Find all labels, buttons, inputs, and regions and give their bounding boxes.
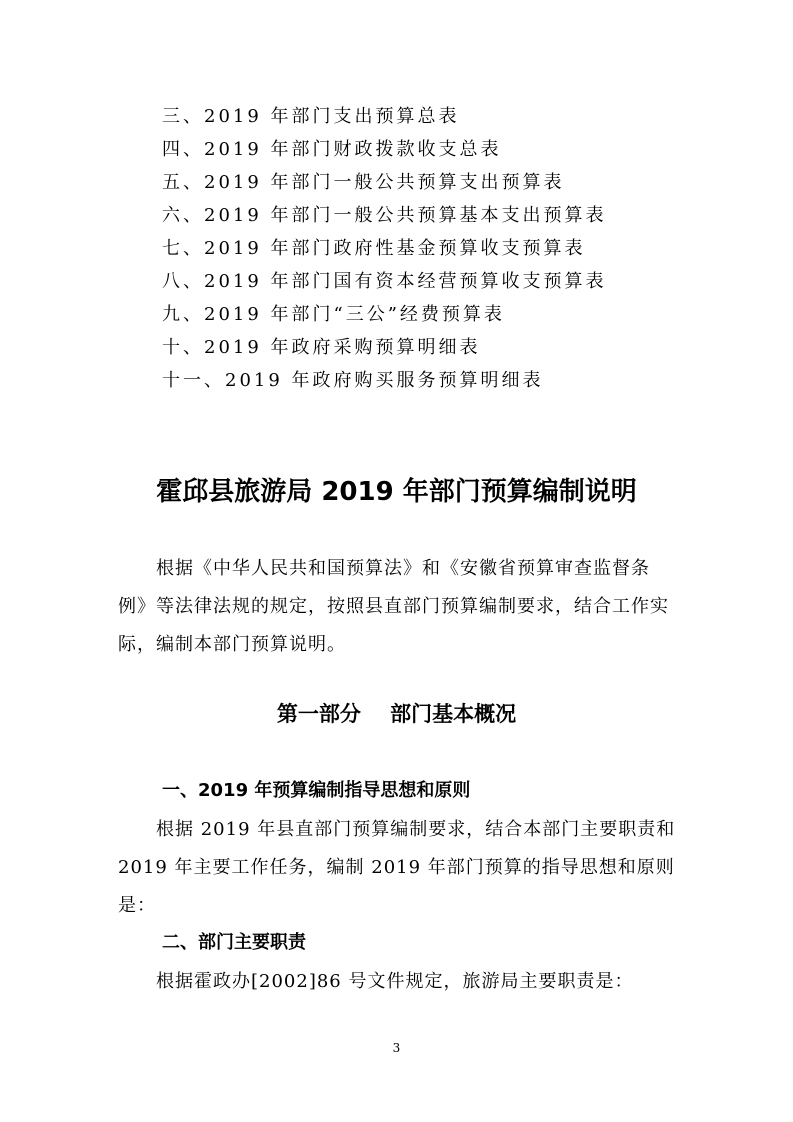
section-heading-main-duties: 二、部门主要职责	[162, 932, 306, 953]
table-of-contents	[162, 100, 722, 397]
intro-text: 根据《中华人民共和国预算法》和《安徽省预算审查监督条例》等法律法规的规定，按照县直部门预算编制要求，结合工作实际，编制本部门预算说明。	[118, 558, 669, 655]
part-title: 第一部分 部门基本概况	[276, 702, 517, 726]
section-paragraph-main-duties	[118, 963, 678, 1001]
toc-item: 五、2019 年部门一般公共预算支出预算表	[162, 172, 565, 193]
toc-item: 八、2019 年部门国有资本经营预算收支预算表	[162, 271, 607, 292]
toc-item: 十、2019 年政府采购预算明细表	[162, 337, 481, 358]
toc-item: 六、2019 年部门一般公共预算基本支出预算表	[162, 205, 607, 226]
toc-item: 四、2019 年部门财政拨款收支总表	[162, 139, 502, 160]
section-paragraph-guiding-principles	[118, 811, 678, 925]
toc-item: 十一、2019 年政府购买服务预算明细表	[162, 370, 544, 391]
intro-paragraph	[118, 550, 678, 664]
section-text: 根据 2019 年县直部门预算编制要求，结合本部门主要职责和 2019 年主要工作任务，编制 2019 年部门预算的指导思想和原则是：	[118, 819, 676, 916]
section-heading-guiding-principles: 一、2019 年预算编制指导思想和原则	[162, 780, 471, 801]
page-number: 3	[392, 1041, 401, 1055]
toc-item: 七、2019 年部门政府性基金预算收支预算表	[162, 238, 586, 259]
toc-item: 九、2019 年部门“三公”经费预算表	[162, 304, 505, 325]
document-title: 霍邱县旅游局 2019 年部门预算编制说明	[156, 477, 637, 507]
section-text: 根据霍政办[2002]86 号文件规定，旅游局主要职责是：	[156, 971, 634, 992]
toc-item: 三、2019 年部门支出预算总表	[162, 106, 460, 127]
